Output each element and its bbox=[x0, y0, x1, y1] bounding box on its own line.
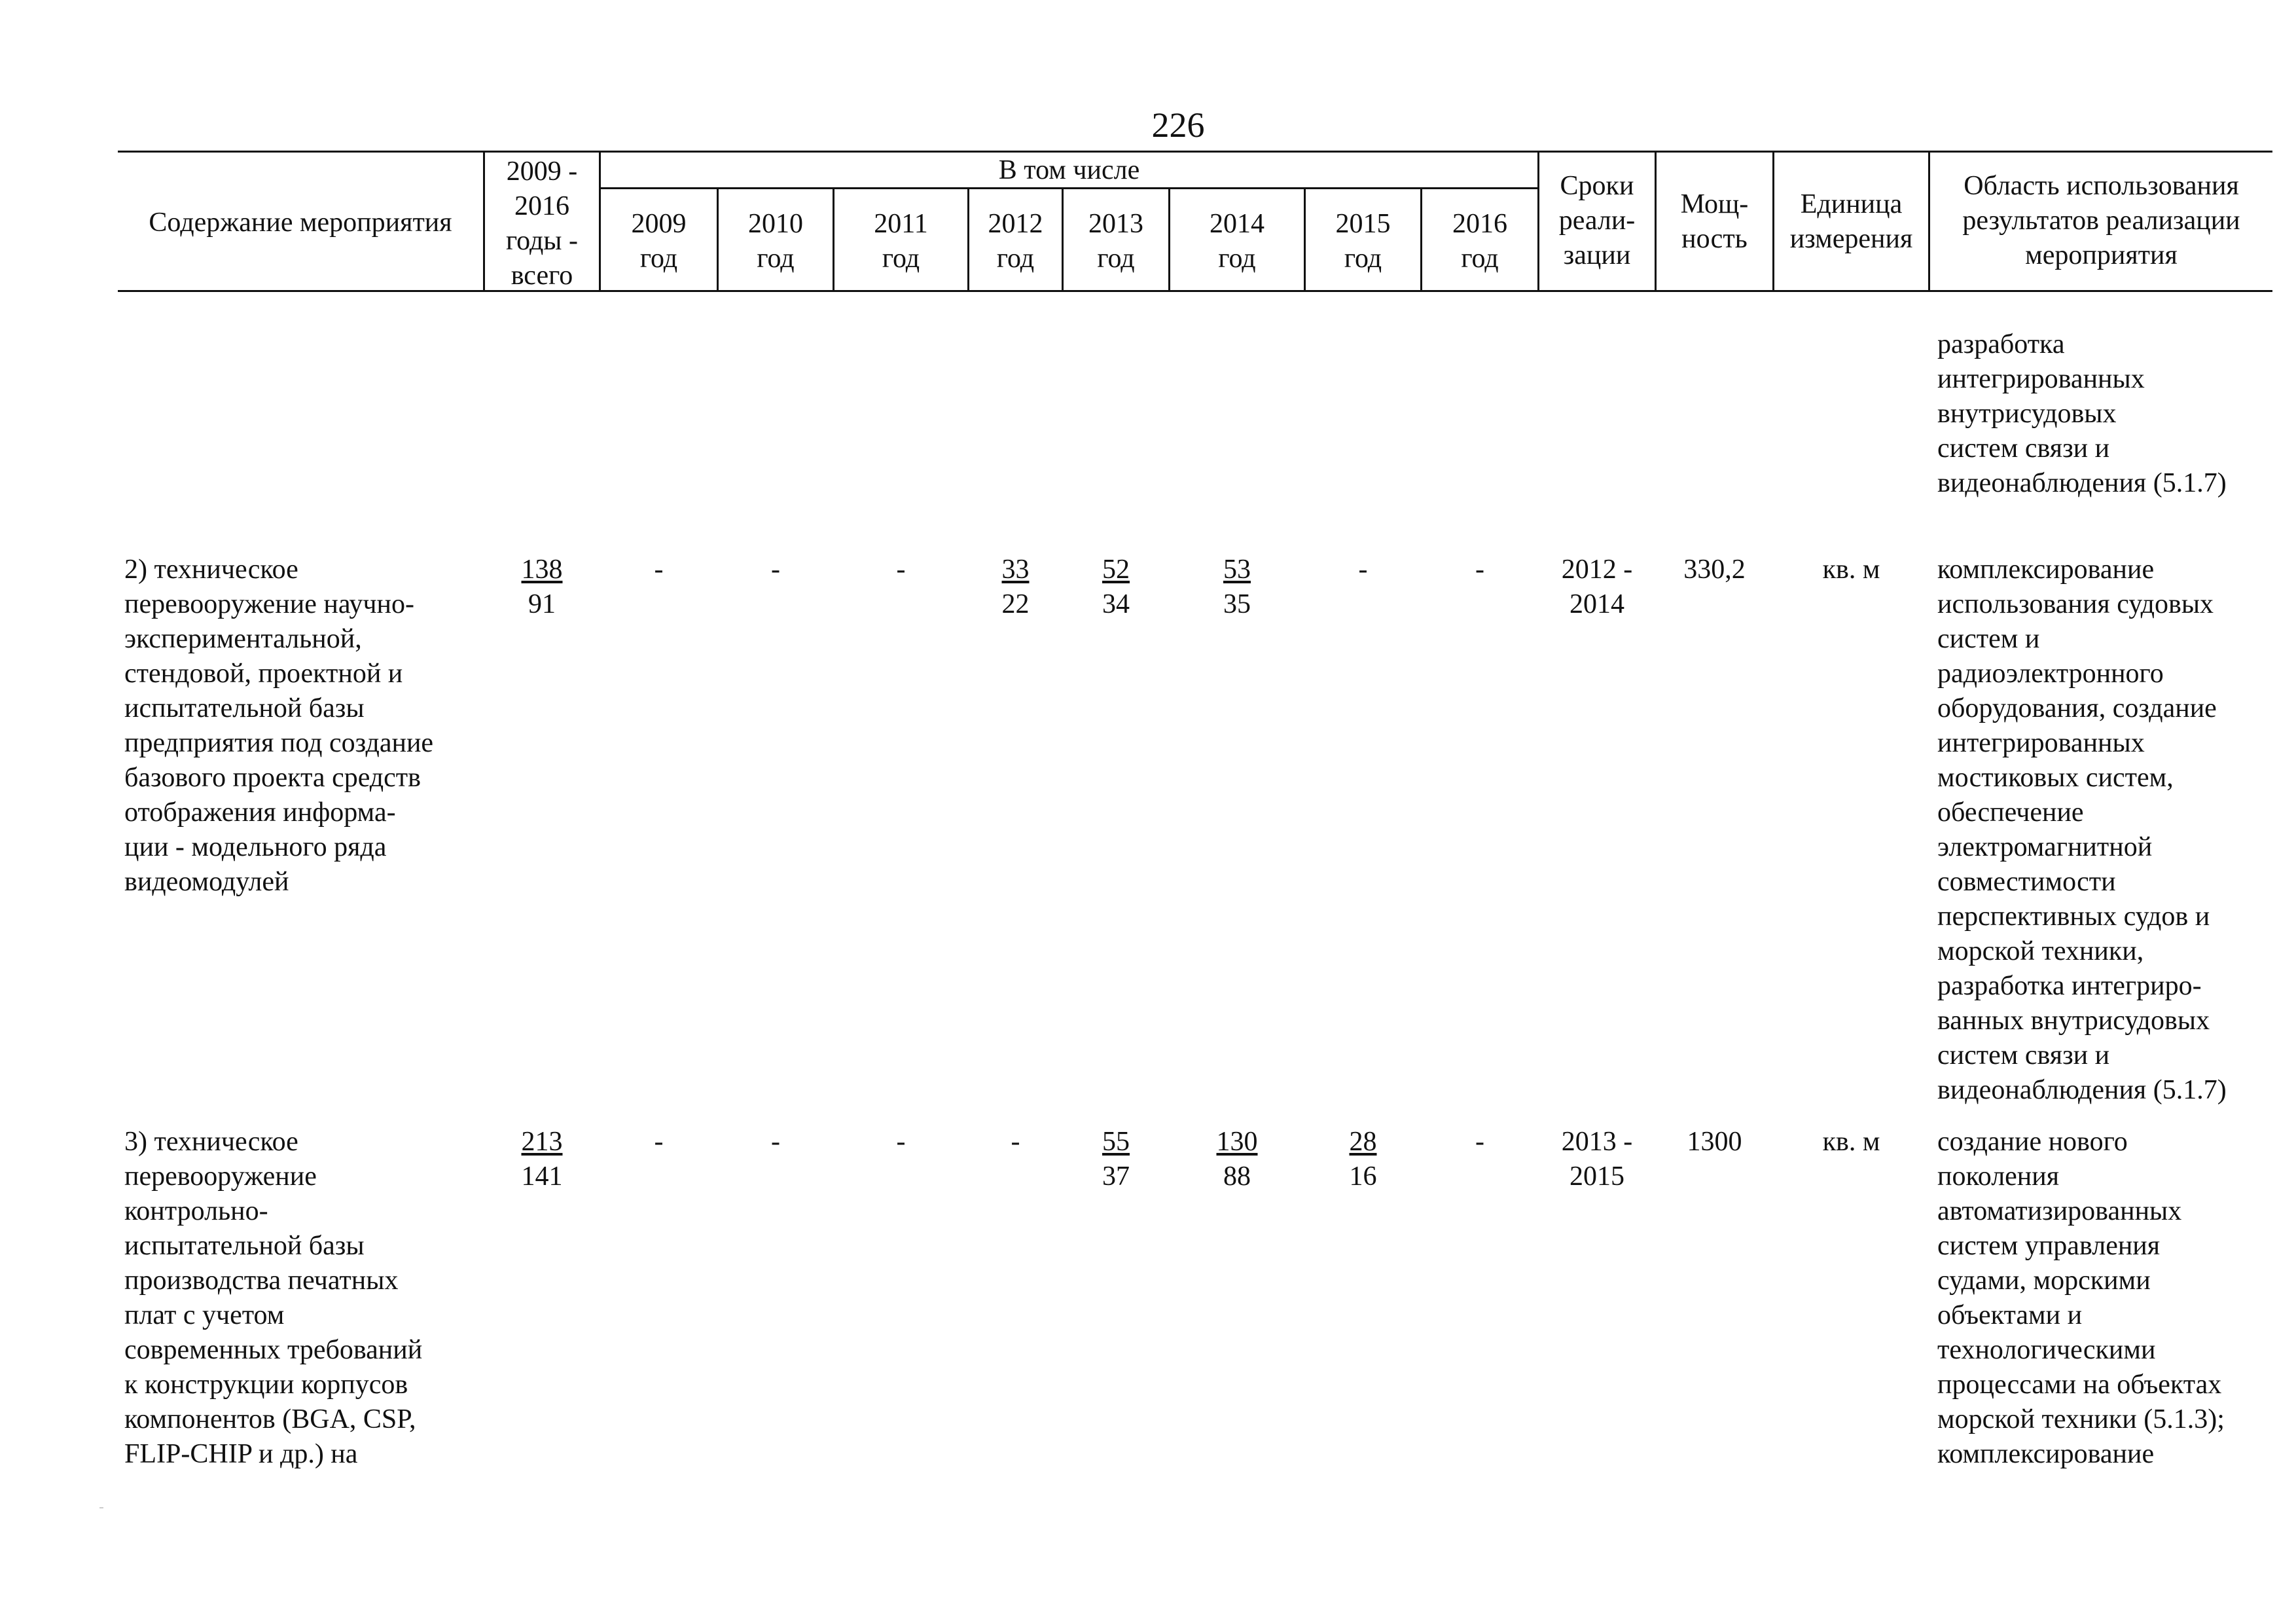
page-number: 226 bbox=[1151, 105, 1205, 145]
row-2-y2014 bbox=[1170, 553, 1304, 622]
header-year-2014: 2014 год bbox=[1210, 209, 1265, 274]
row-2-y2010 bbox=[719, 553, 833, 587]
header-year-2009: 2009 год bbox=[631, 209, 687, 274]
row-3-y2011 bbox=[834, 1125, 967, 1159]
row-3-total-bottom: 141 bbox=[521, 1161, 563, 1192]
header-total: 2009 - 2016 годы - всего bbox=[505, 156, 579, 291]
row-3-y2015-top: 28 bbox=[1349, 1127, 1377, 1157]
row-3-terms bbox=[1539, 1125, 1655, 1194]
header-terms: Сроки реали- зации bbox=[1558, 171, 1636, 270]
row-3-y2011-top: - bbox=[896, 1127, 906, 1157]
row-3-y2016 bbox=[1422, 1125, 1537, 1159]
row-2-terms-bottom: 2014 bbox=[1570, 589, 1624, 619]
row-3-y2010 bbox=[719, 1125, 833, 1159]
header-top-rule bbox=[118, 151, 2272, 153]
row-2-y2014-top: 53 bbox=[1223, 555, 1251, 585]
row-3-content: 3) техническое перевооружение контрольно- испытательной базы производства печатных плат с учетом современных требований к конструкции корпусов компонентов (BGA, CSP, FLIP-CHIP и др.) на bbox=[124, 1127, 423, 1469]
row-1-area: разработка интегрированных внутрисудовых систем связи и видеонаблюдения (5.1.7) bbox=[1937, 329, 2227, 498]
row-3-y2013-top: 55 bbox=[1102, 1127, 1130, 1157]
row-2-y2012-bottom: 22 bbox=[1001, 589, 1030, 619]
row-3-unit: кв. м bbox=[1822, 1127, 1880, 1157]
row-3-y2012 bbox=[969, 1125, 1062, 1159]
row-3-capacity: 1300 bbox=[1687, 1127, 1742, 1157]
row-3-y2009-top: - bbox=[654, 1127, 664, 1157]
row-2-y2014-bottom: 35 bbox=[1223, 589, 1251, 619]
row-2-y2010-top: - bbox=[771, 555, 780, 585]
header-year-2013: 2013 год bbox=[1088, 209, 1143, 274]
row-3-terms-top: 2013 - bbox=[1561, 1127, 1633, 1157]
row-2-total-top: 138 bbox=[521, 555, 563, 585]
row-3-y2013 bbox=[1064, 1125, 1168, 1194]
row-2-content: 2) техническое перевооружение научно- экспериментальной, стендовой, проектной и испытательной базы предприятия под создание базового проекта средств отображения информа- ции - модельного ряда видеомодулей bbox=[124, 555, 434, 897]
row-3-terms-bottom: 2015 bbox=[1570, 1161, 1624, 1192]
row-2-capacity: 330,2 bbox=[1683, 555, 1746, 585]
row-2-terms-top: 2012 - bbox=[1561, 555, 1633, 585]
header-year-2016: 2016 год bbox=[1452, 209, 1507, 274]
row-3-y2014-top: 130 bbox=[1216, 1127, 1258, 1157]
row-3-area: создание нового поколения автоматизированных систем управления судами, морскими объектами и технологическими процессами на объектах морской техники (5.1.3); комплексирование bbox=[1937, 1127, 2225, 1469]
row-3-y2012-top: - bbox=[1011, 1127, 1020, 1157]
header-year-2012: 2012 год bbox=[988, 209, 1043, 274]
row-3-total bbox=[485, 1125, 599, 1194]
header-year-2010: 2010 год bbox=[748, 209, 803, 274]
row-2-y2012-top: 33 bbox=[1001, 555, 1030, 585]
row-2-terms bbox=[1539, 553, 1655, 622]
row-3-y2014 bbox=[1170, 1125, 1304, 1194]
row-2-y2011 bbox=[834, 553, 967, 587]
row-3-y2014-bottom: 88 bbox=[1223, 1161, 1251, 1192]
row-2-area: комплексирование использования судовых систем и радиоэлектронного оборудования, создание интегрированных мостиковых систем, обеспечение электромагнитной совместимости перспективных судов и морской техники, разработка интегриро- ванных внутрисудовых систем связи и видеонаблюдения (5.1.7) bbox=[1937, 555, 2227, 1105]
row-2-y2013 bbox=[1064, 553, 1168, 622]
row-3-y2015-bottom: 16 bbox=[1349, 1161, 1377, 1192]
header-year-2015: 2015 год bbox=[1335, 209, 1391, 274]
row-2-y2013-top: 52 bbox=[1102, 555, 1130, 585]
row-2-unit: кв. м bbox=[1822, 555, 1880, 585]
row-2-y2015 bbox=[1306, 553, 1420, 587]
header-capacity: Мощ- ность bbox=[1680, 189, 1749, 254]
row-2-y2009-top: - bbox=[654, 555, 664, 585]
header-including: В том числе bbox=[998, 155, 1140, 185]
row-3-y2010-top: - bbox=[771, 1127, 780, 1157]
row-2-y2015-top: - bbox=[1358, 555, 1368, 585]
row-3-y2009 bbox=[601, 1125, 717, 1159]
row-2-y2016-top: - bbox=[1475, 555, 1484, 585]
row-2-y2011-top: - bbox=[896, 555, 906, 585]
row-3-y2016-top: - bbox=[1475, 1127, 1484, 1157]
scan-speck bbox=[99, 1507, 103, 1508]
row-3-total-top: 213 bbox=[521, 1127, 563, 1157]
header-year-2011: 2011 год bbox=[874, 209, 928, 274]
row-2-y2009 bbox=[601, 553, 717, 587]
header-unit: Единица измерения bbox=[1789, 189, 1913, 254]
header-bottom-rule bbox=[118, 290, 2272, 292]
row-2-y2013-bottom: 34 bbox=[1102, 589, 1130, 619]
row-2-total bbox=[485, 553, 599, 622]
row-3-y2015 bbox=[1306, 1125, 1420, 1194]
header-area: Область использования результатов реализации мероприятия bbox=[1962, 171, 2240, 270]
row-2-y2016 bbox=[1422, 553, 1537, 587]
row-3-y2013-bottom: 37 bbox=[1102, 1161, 1130, 1192]
row-2-total-bottom: 91 bbox=[528, 589, 556, 619]
row-2-y2012 bbox=[969, 553, 1062, 622]
header-content: Содержание мероприятия bbox=[149, 208, 452, 238]
